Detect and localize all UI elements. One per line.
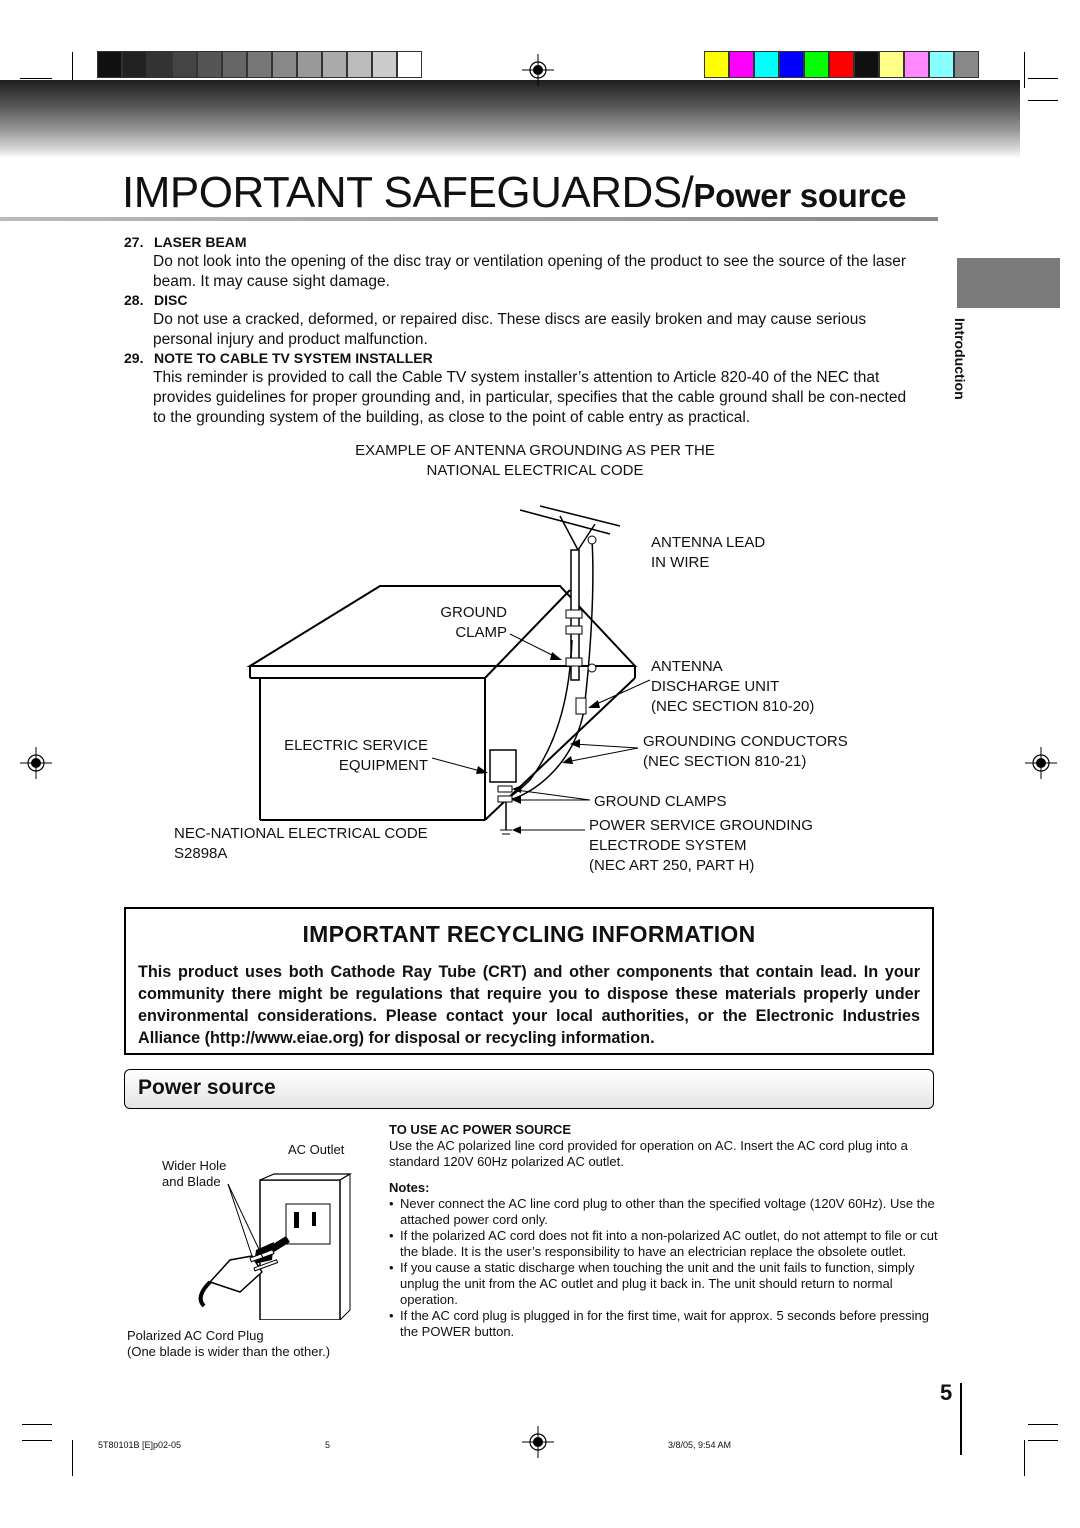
registration-mark-icon — [1025, 747, 1057, 779]
item-heading — [124, 350, 924, 366]
crop-mark — [1028, 78, 1058, 79]
section-label-text: Introduction — [952, 318, 968, 400]
item-28 — [124, 292, 924, 350]
color-swatch — [754, 51, 779, 78]
color-swatch — [904, 51, 929, 78]
color-swatch — [397, 51, 422, 78]
color-swatch — [147, 51, 172, 78]
label-line: ELECTRIC SERVICE — [284, 737, 428, 754]
color-swatch — [729, 51, 754, 78]
item-number: 27. — [124, 234, 144, 250]
label-ground-clamp — [407, 603, 507, 643]
label-line: (NEC SECTION 810-21) — [643, 753, 807, 770]
registration-mark-icon — [20, 747, 52, 779]
label-line: ELECTRODE SYSTEM — [589, 837, 747, 854]
color-swatch — [322, 51, 347, 78]
registration-mark-icon — [522, 1426, 554, 1458]
recycling-text: This product uses both Cathode Ray Tube (CRT) and other components that contain lead. In your community there might be regulations that require you to dispose these materials properly under environmental considerations. Please contact your local authorities, or the Electronic Industries Alliance (http://www.eiae.org) for disposal or recycling information. — [138, 963, 920, 1047]
label-line: ANTENNA — [651, 658, 723, 675]
footer-left: 5T80101B [E]p02-05 — [98, 1440, 182, 1450]
ac-outlet-label: AC Outlet — [288, 1142, 345, 1157]
label-line: (NEC SECTION 810-20) — [651, 698, 815, 715]
crop-mark — [20, 78, 52, 79]
label-line: ANTENNA LEAD — [651, 534, 766, 551]
page-number: 5 — [940, 1380, 953, 1405]
item-27 — [124, 234, 924, 292]
item-body: This reminder is provided to call the Cable TV system installer’s attention to Article 820-40 of the NEC that provides guidelines for proper grounding and, in particular, specifies that the cable ground shall be con-nected to the grounding system of the building, as close to the point of cable entry as practical. — [153, 369, 907, 426]
item-number: 29. — [124, 350, 144, 366]
color-swatch — [804, 51, 829, 78]
label-electric-service — [258, 736, 428, 776]
label-line: DISCHARGE UNIT — [651, 678, 780, 695]
color-swatch — [247, 51, 272, 78]
crop-mark — [1028, 1440, 1058, 1441]
label-nec — [174, 824, 428, 864]
color-swatch — [222, 51, 247, 78]
color-swatch — [879, 51, 904, 78]
label-grounding-conductors — [643, 732, 848, 772]
label-ground-clamps: GROUND CLAMPS — [594, 793, 727, 810]
color-swatch — [197, 51, 222, 78]
item-heading — [124, 234, 924, 250]
label-line: GROUNDING CONDUCTORS — [643, 733, 848, 750]
label-line: POWER SERVICE GROUNDING — [589, 817, 813, 834]
color-swatch — [272, 51, 297, 78]
color-swatch — [954, 51, 979, 78]
diagram-caption — [300, 441, 770, 481]
label-line: Polarized AC Cord Plug — [127, 1328, 264, 1343]
label-line: (One blade is wider than the other.) — [127, 1344, 331, 1359]
color-swatch — [779, 51, 804, 78]
wider-hole-label — [162, 1158, 226, 1190]
note-item: • If the polarized AC cord does not fit into a non-polarized AC outlet, do not attempt to file or cut the blade. It is the user’s responsibility to have an electrician replace the obsolete outlet. — [389, 1228, 939, 1260]
item-heading — [124, 292, 924, 308]
diagram-caption-line: NATIONAL ELECTRICAL CODE — [426, 462, 644, 479]
item-body: Do not use a cracked, deformed, or repaired disc. These discs are easily broken and may cause serious personal injury and product malfunction. — [153, 311, 867, 348]
footer-center: 5 — [325, 1440, 331, 1450]
section-tab — [957, 258, 1060, 308]
item-title: DISC — [154, 292, 188, 308]
header-gradient-band — [0, 80, 1020, 158]
power-source-title: Power source — [138, 1076, 276, 1099]
label-line: EQUIPMENT — [338, 757, 428, 774]
page-title — [122, 168, 906, 218]
title-underline — [0, 217, 938, 221]
power-source-heading — [124, 1069, 934, 1109]
label-antenna-lead — [651, 533, 765, 573]
grayscale-calibration-bar — [97, 51, 422, 78]
label-line: NEC-NATIONAL ELECTRICAL CODE — [174, 825, 428, 842]
footer-right: 3/8/05, 9:54 AM — [668, 1440, 732, 1450]
color-swatch — [172, 51, 197, 78]
page-number-rule — [960, 1383, 962, 1455]
note-item: • If the AC cord plug is plugged in for the first time, wait for approx. 5 seconds before pressing the POWER button. — [389, 1308, 939, 1340]
section-label — [938, 318, 978, 408]
recycling-title: IMPORTANT RECYCLING INFORMATION — [302, 921, 756, 947]
note-item: • Never connect the AC line cord plug to other than the specified voltage (120V 60Hz). Use the attached power cord only. — [389, 1196, 939, 1228]
color-swatch — [297, 51, 322, 78]
color-swatch — [372, 51, 397, 78]
diagram-caption-line: EXAMPLE OF ANTENNA GROUNDING AS PER THE — [355, 442, 715, 459]
power-instructions — [389, 1122, 939, 1340]
label-line: GROUND — [440, 604, 507, 621]
recycling-info-box — [124, 907, 934, 1055]
page-title-sub: Power source — [693, 177, 907, 214]
power-subheading: TO USE AC POWER SOURCE — [389, 1122, 572, 1137]
note-item: • If you cause a static discharge when touching the unit and the unit fails to function, simply unplug the unit from the AC outlet and plug it back in. The unit should return to normal operation. — [389, 1260, 939, 1308]
notes-list — [389, 1196, 939, 1340]
item-29 — [124, 350, 924, 428]
label-line: and Blade — [162, 1174, 221, 1189]
color-swatch — [347, 51, 372, 78]
label-line: (NEC ART 250, PART H) — [589, 857, 755, 874]
label-line: CLAMP — [455, 624, 507, 641]
crop-mark — [72, 1440, 73, 1476]
plug-label — [127, 1328, 330, 1360]
crop-mark — [1024, 52, 1025, 88]
color-swatch — [704, 51, 729, 78]
crop-mark — [1024, 1440, 1025, 1476]
item-number: 28. — [124, 292, 144, 308]
color-swatch — [122, 51, 147, 78]
registration-mark-icon — [522, 54, 554, 86]
color-swatch — [97, 51, 122, 78]
label-line: S2898A — [174, 845, 228, 862]
notes-heading: Notes: — [389, 1180, 430, 1195]
label-discharge-unit — [651, 657, 814, 717]
color-swatch — [829, 51, 854, 78]
label-line: Wider Hole — [162, 1158, 227, 1173]
label-line: IN WIRE — [651, 554, 710, 571]
item-title: NOTE TO CABLE TV SYSTEM INSTALLER — [154, 350, 433, 366]
page-title-main: IMPORTANT SAFEGUARDS/ — [122, 168, 694, 217]
crop-mark — [1028, 100, 1058, 101]
color-calibration-bar — [704, 51, 979, 78]
item-title: LASER BEAM — [154, 234, 247, 250]
power-intro: Use the AC polarized line cord provided for operation on AC. Insert the AC cord plug into a standard 120V 60Hz polarized AC outlet. — [389, 1138, 908, 1169]
color-swatch — [929, 51, 954, 78]
label-power-service-grounding — [589, 816, 813, 876]
crop-mark — [22, 1440, 52, 1441]
item-body: Do not look into the opening of the disc tray or ventilation opening of the product to see the source of the laser beam. It may cause sight damage. — [153, 253, 907, 290]
crop-mark — [1028, 1424, 1058, 1425]
crop-mark — [22, 1424, 52, 1425]
color-swatch — [854, 51, 879, 78]
